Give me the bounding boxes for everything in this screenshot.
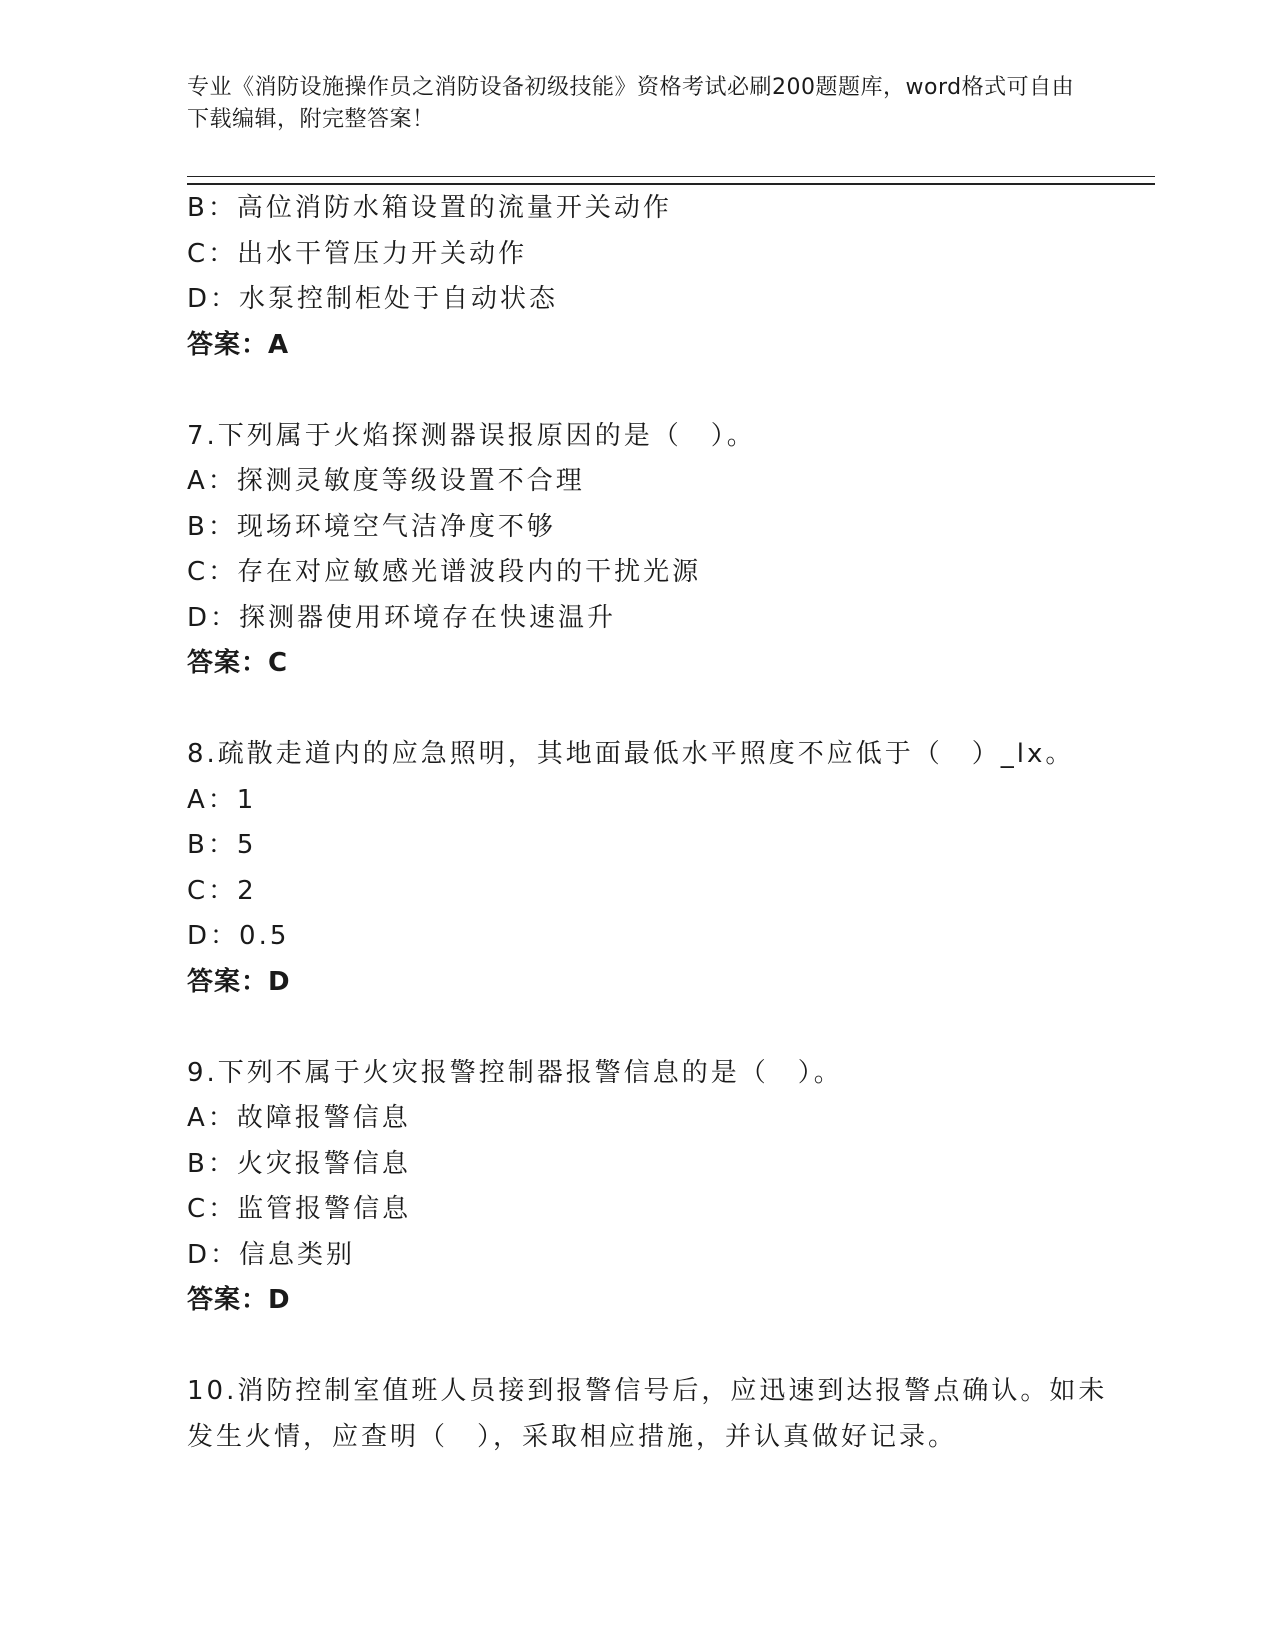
question-stem: 10.消防控制室值班人员接到报警信号后，应迅速到达报警点确认。如未发生火情，应查明（ ），采取相应措施，并认真做好记录。 bbox=[187, 1376, 1108, 1452]
answer: 答案：D bbox=[187, 1285, 291, 1315]
option-c: C：监管报警信息 bbox=[187, 1194, 412, 1224]
option-b: B：5 bbox=[187, 830, 257, 860]
question-stem: 7.下列属于火焰探测器误报原因的是（ ）。 bbox=[187, 420, 756, 451]
option-d: D：信息类别 bbox=[187, 1239, 356, 1270]
spacer bbox=[187, 1324, 1117, 1370]
option-c: C：2 bbox=[187, 875, 257, 906]
question-9 bbox=[187, 1051, 1117, 1324]
option-c: C：存在对应敏感光谱波段内的干扰光源 bbox=[187, 557, 702, 587]
option-b: B：高位消防水箱设置的流量开关动作 bbox=[187, 193, 672, 223]
answer: 答案：C bbox=[187, 648, 289, 678]
option-a: A：故障报警信息 bbox=[187, 1103, 411, 1133]
option-d: D：水泵控制柜处于自动状态 bbox=[187, 284, 559, 314]
option-c: C：出水干管压力开关动作 bbox=[187, 238, 528, 269]
spacer bbox=[187, 368, 1117, 414]
option-a: A：探测灵敏度等级设置不合理 bbox=[187, 466, 585, 496]
question-8 bbox=[187, 732, 1117, 1005]
question-stem: 8.疏散走道内的应急照明，其地面最低水平照度不应低于（ ）_lx。 bbox=[187, 739, 1075, 769]
question-7 bbox=[187, 414, 1117, 687]
option-b: B：火灾报警信息 bbox=[187, 1148, 411, 1179]
answer: 答案：A bbox=[187, 329, 290, 360]
page-header: 专业《消防设施操作员之消防设备初级技能》资格考试必刷200题题库，word格式可自由下载编辑，附完整答案！ bbox=[187, 75, 1075, 132]
option-a: A：1 bbox=[187, 784, 257, 815]
header-divider bbox=[187, 176, 1155, 185]
question-list bbox=[187, 186, 1117, 1460]
option-d: D：0.5 bbox=[187, 921, 290, 951]
spacer bbox=[187, 687, 1117, 733]
question-6-tail bbox=[187, 186, 1117, 368]
question-stem: 9.下列不属于火灾报警控制器报警信息的是（ ）。 bbox=[187, 1057, 843, 1088]
option-d: D：探测器使用环境存在快速温升 bbox=[187, 602, 617, 633]
answer: 答案：D bbox=[187, 966, 291, 997]
option-b: B：现场环境空气洁净度不够 bbox=[187, 511, 556, 542]
question-10 bbox=[187, 1369, 1117, 1460]
spacer bbox=[187, 1005, 1117, 1051]
